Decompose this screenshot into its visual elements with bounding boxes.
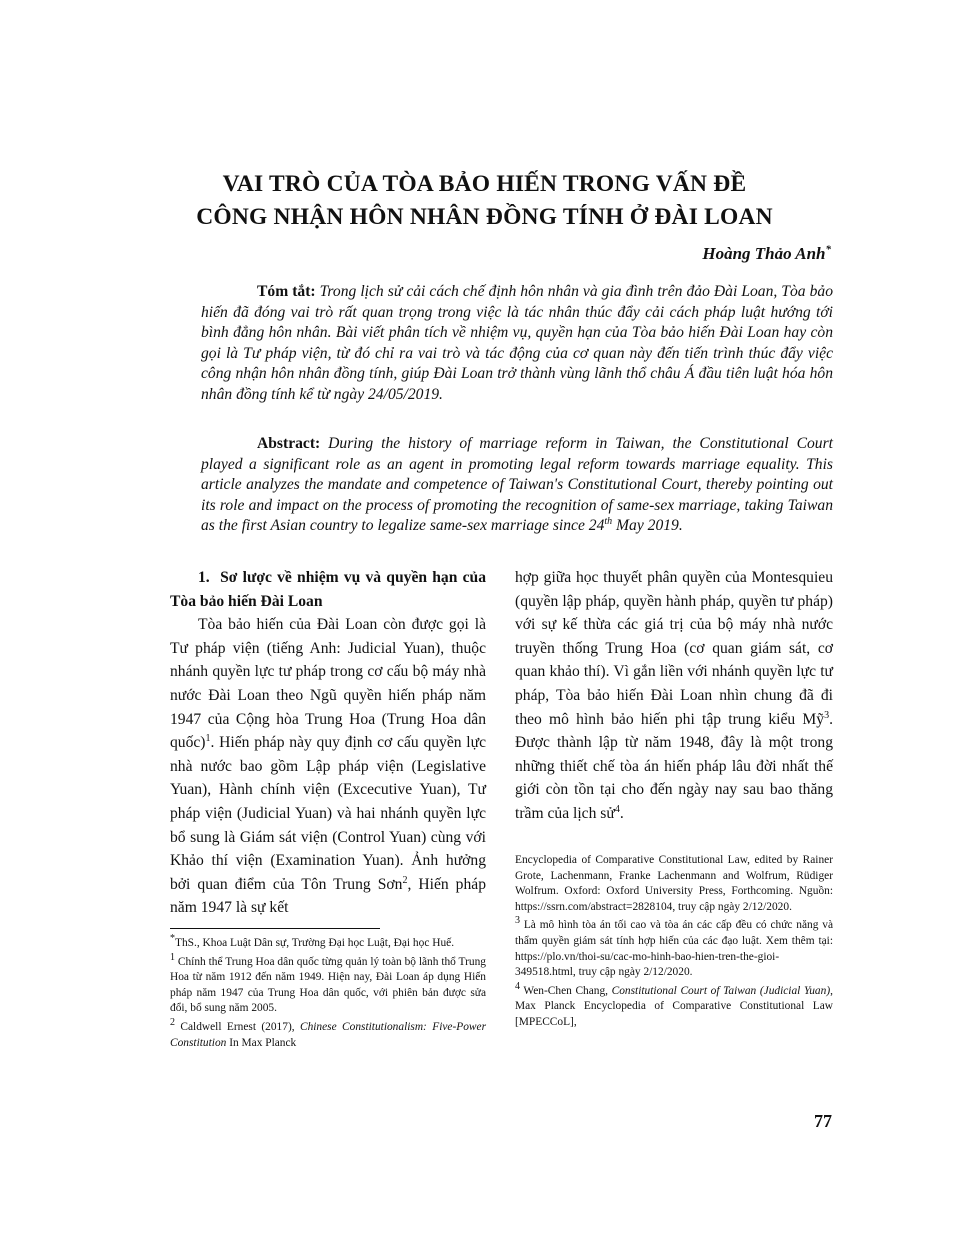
body-text: . Được thành lập từ năm 1948, đây là một trong những thiết chế tòa án hiến pháp lâu đời nhất thế giới còn tồn tại cho đến ngày nay sau bao thăng trầm của lịch sử	[515, 710, 833, 822]
page-number: 77	[814, 1111, 832, 1131]
footnote-ref-3: 3	[824, 709, 830, 721]
footnote-ref-4: 4	[614, 803, 620, 815]
body-text: hợp giữa học thuyết phân quyền của Montesquieu (quyền lập pháp, quyền hành pháp, quyền tư pháp) với sự kế thừa các giá trị của bộ máy nhà nước truyền thống Trung Hoa (cơ quan giám sát, cơ quan khảo thí). Vì gắn liền với nhánh quyền lực tư pháp, Tòa bảo hiến Đài Loan nhìn chung đã đi theo mô hình bảo hiến phi tập trung kiểu Mỹ	[515, 569, 833, 728]
title-line-2: CÔNG NHẬN HÔN NHÂN ĐỒNG TÍNH Ở ĐÀI LOAN	[196, 204, 773, 230]
left-column	[170, 566, 486, 920]
footnote-divider	[170, 928, 380, 929]
summary-en-tail: May 2019.	[612, 517, 683, 535]
title-line-1: VAI TRÒ CỦA TÒA BẢO HIẾN TRONG VẤN ĐỀ	[222, 171, 747, 197]
body-paragraph-1	[170, 613, 486, 920]
footnotes-left	[170, 933, 486, 1054]
body-paragraph-continued	[515, 566, 833, 826]
section-heading-number: 1.	[198, 569, 210, 586]
author-name: Hoàng Thảo Anh	[702, 244, 826, 263]
summary-vi-text: Trong lịch sử cải cách chế định hôn nhân và gia đình trên đảo Đài Loan, Tòa bảo hiến đã đóng vai trò rất quan trọng trong việc là tác nhân thúc đẩy cải cách pháp luật hướng tới bình đẳng hôn nhân. Bài viết phân tích về nhiệm vụ, quyền hạn của Tòa bảo hiến Đài Loan hay còn gọi là Tư pháp viện, từ đó chỉ ra vai trò và tác động của cơ quan này đến tiến trình thúc đẩy việc công nhận hôn nhân đồng tính, giúp Đài Loan trở thành vùng lãnh thổ châu Á đầu tiên luật hóa hôn nhân đồng tính kể từ ngày 24/05/2019.	[201, 283, 833, 403]
author-mark: *	[825, 243, 831, 256]
author	[702, 244, 831, 264]
footnote-text: Caldwell Ernest (2017),	[180, 1020, 300, 1033]
section-heading	[170, 566, 486, 613]
summary-en-text: During the history of marriage reform in Taiwan, the Constitutional Court played a significant role as an agent in promoting legal reform towards marriage equality. This article analyzes the mandate and competence of Taiwan's Constitutional Court, thereby pointing out its role and impact on the process of promoting the recognition of same-sex marriage, taking Taiwan as the first Asian country to legalize same-sex marriage since 24	[201, 435, 834, 535]
footnote-3	[515, 915, 833, 980]
footnote-2-continued: Encyclopedia of Comparative Constitutional Law, edited by Rainer Grote, Lachenmann, Franke Lachenmann and Wolfrum, Rüdiger Wolfrum. Oxford: Oxford University Press, Forthcoming. Nguồn: https://ssrn.com/abstract=2828104, truy cập ngày 2/12/2020.	[515, 854, 833, 913]
body-text: , Hiến pháp năm 1947 là sự kết	[170, 875, 486, 917]
right-column	[515, 566, 833, 826]
summary-en-label: Abstract:	[257, 435, 321, 452]
footnote-mark: 1	[170, 951, 175, 963]
footnote-text: , Max Planck Encyclopedia of Comparative Constitutional Law [MPECCoL],	[515, 984, 833, 1028]
footnote-4	[515, 980, 833, 1031]
footnote-2	[170, 1017, 486, 1051]
summary-en-sup: th	[604, 516, 613, 528]
footnote-text: Wen-Chen Chang,	[523, 984, 612, 997]
footnote-mark: 2	[170, 1017, 175, 1029]
section-heading-text: Sơ lược về nhiệm vụ và quyền hạn của Tòa bảo hiến Đài Loan	[170, 569, 486, 610]
summary-vi-label: Tóm tắt:	[257, 283, 316, 300]
footnote-1	[170, 951, 486, 1017]
article-title	[0, 168, 969, 234]
footnote-italic: Constitutional Court of Taiwan (Judicial Yuan)	[611, 984, 831, 997]
footnote-text: Là mô hình tòa án tối cao và tòa án các cấp đều có chức năng và thẩm quyền giám sát tính hợp hiến của các đạo luật. Xem thêm tại: https://plo.vn/thoi-su/cac-mo-hinh-bao-hien-tren-the-gioi-349518.html, truy cập ngày 2/12/2020.	[515, 919, 833, 979]
footnotes-right	[515, 853, 833, 1034]
footnote-ref-1: 1	[205, 732, 211, 744]
footnote-text: Chính thể Trung Hoa dân quốc từng quản lý toàn bộ lãnh thổ Trung Hoa từ năm 1912 đến năm 1949. Hiện nay, Đài Loan áp dụng Hiến pháp năm 1947 của Trung Hoa dân quốc, với phiên bản được sửa đổi, bổ sung năm 2005.	[170, 955, 486, 1015]
summary-vi	[201, 282, 833, 406]
footnote-author	[170, 933, 486, 952]
body-text: Tòa bảo hiến của Đài Loan còn được gọi là Tư pháp viện (tiếng Anh: Judicial Yuan), thuộc nhánh quyền lực tư pháp trong cơ cấu bộ máy nhà nước Đài Loan theo Ngũ quyền hiến pháp năm 1947 của Cộng hòa Trung Hoa (Trung Hoa dân quốc)	[170, 616, 486, 752]
body-text: .	[619, 804, 624, 822]
footnote-mark: 3	[515, 915, 520, 927]
footnote-italic: Chinese Constitutionalism: Five-Power Constitution	[170, 1020, 486, 1049]
footnote-mark: 4	[515, 980, 520, 992]
footnote-ref-2: 2	[402, 874, 408, 886]
footnote-text: ThS., Khoa Luật Dân sự, Trường Đại học Luật, Đại học Huế.	[175, 937, 455, 949]
footnote-text: In Max Planck	[226, 1036, 297, 1049]
footnote-mark: *	[170, 933, 175, 945]
body-text: . Hiến pháp này quy định cơ cấu quyền lực nhà nước bao gồm Lập pháp viện (Legislative Yuan), Hành chính viện (Excecutive Yuan), Tư pháp viện (Judicial Yuan) và hai nhánh quyền lực bổ sung là Giám sát viện (Control Yuan) cùng với Khảo thí viện (Examination Yuan). Ảnh hưởng bởi quan điểm của Tôn Trung Sơn	[170, 734, 486, 893]
summary-en	[201, 434, 833, 537]
